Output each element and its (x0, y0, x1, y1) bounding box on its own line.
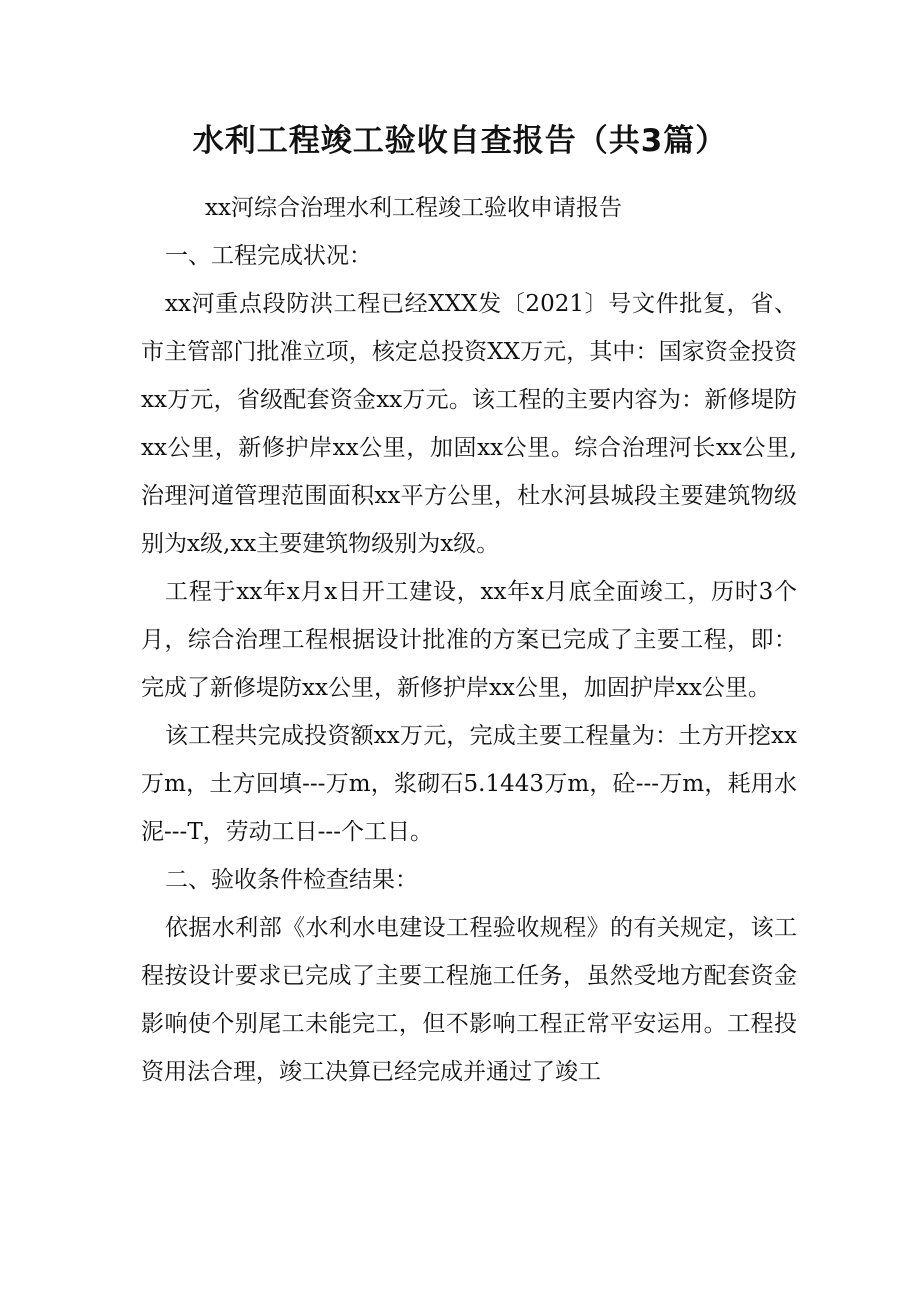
document-body (141, 184, 797, 1096)
document-subtitle: xx河综合治理水利工程竣工验收申请报告 (205, 195, 622, 221)
paragraph-1: xx河重点段防洪工程已经XXX发〔2021〕号文件批复，省、市主管部门批准立项，核定总投资XX万元，其中：国家资金投资xx万元，省级配套资金xx万元。该工程的主要内容为：新修堤防xx公里，新修护岸xx公里，加固xx公里。综合治理河长xx公里,治理河道管理范围面积xx平方公里，杜水河县城段主要建筑物级别为x级,xx主要建筑物级别为x级。 (141, 291, 797, 557)
section-heading-2: 二、验收条件检查结果： (165, 867, 418, 893)
paragraph-4: 依据水利部《水利水电建设工程验收规程》的有关规定，该工程按设计要求已完成了主要工程施工任务，虽然受地方配套资金影响使个别尾工未能完工，但不影响工程正常平安运用。工程投资用法合理，竣工决算已经完成并通过了竣工 (141, 915, 797, 1085)
paragraph-3: 该工程共完成投资额xx万元，完成主要工程量为：土方开挖xx万m，土方回填---万m，浆砌石5.1443万m，砼---万m，耗用水泥---T，劳动工日---个工日。 (141, 723, 797, 845)
paragraph-2: 工程于xx年x月x日开工建设，xx年x月底全面竣工，历时3个月，综合治理工程根据设计批准的方案已完成了主要工程，即：完成了新修堤防xx公里，新修护岸xx公里，加固护岸xx公里。 (141, 579, 797, 701)
document-title: 水利工程竣工验收自查报告（共3篇） (192, 123, 728, 159)
section-heading-1: 一、工程完成状况： (165, 243, 372, 269)
